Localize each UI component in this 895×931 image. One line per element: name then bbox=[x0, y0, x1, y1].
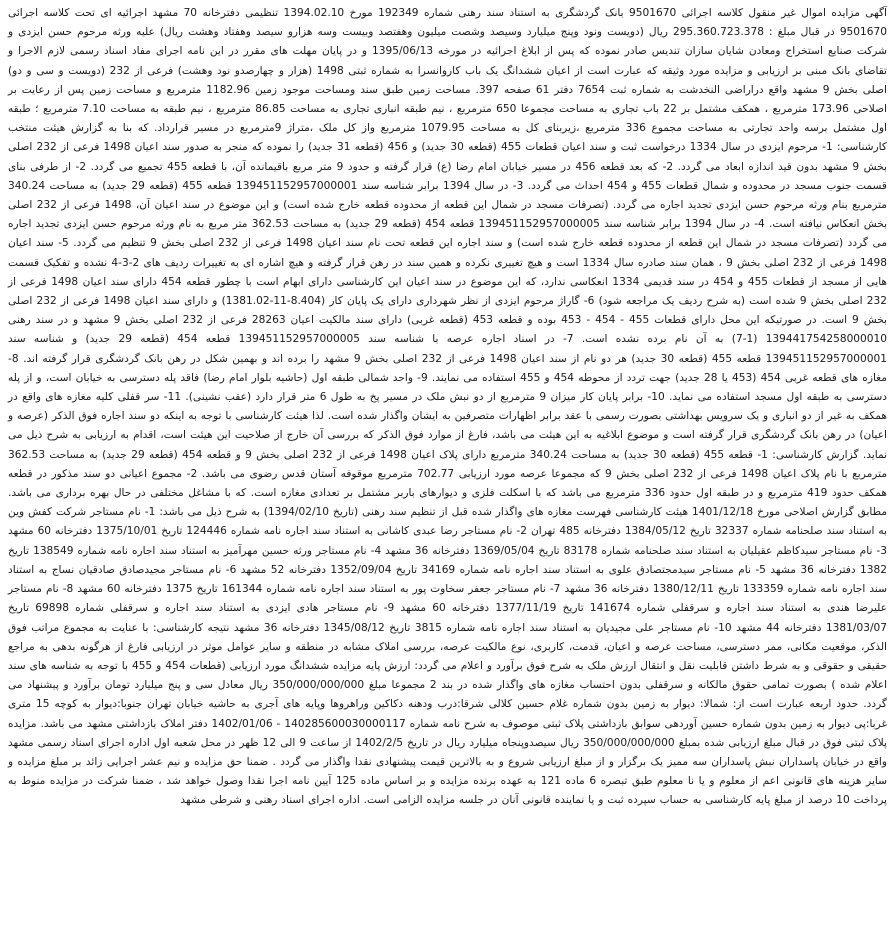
auction-notice-body: آگهی مزایده اموال غیر منقول کلاسه اجرائی 9501670 بانک گردشگری به استناد سند رهنی شماره 192349 مورخ 1394.02.10 تنظیمی دفترخانه 70 مشهد اجرائیه ای تحت کلاسه اجرائی 9501670 در قبال مبلغ : 295.360.723.378 ریال (دویست ونود وپنج میلیارد وسیصد وشصت میلیون وهفتصد وبیست وسه هزارو سیصد وهفتاد وهشت ریال) علیه ورثه مرحوم حسن ایزدی و شرکت صنایع استخراج ومعادن شایان سازان تندیس صادر نموده که پس از ابلاغ اجرائیه در مورخه 1395/06/13 و در پایان مهلت های مقرر در این نامه اجرای مفاد اسناد رسمی لازم الاجرا و تقاضای بانک مبنی بر ارزیابی و مزایده مورد وثیقه که عبارت است از اعیان ششدانگ یک باب کاروانسرا به شماره ثبتی 1498 (هزار و چهارصدو نود وهشت) فرعی از 232 (دویست و سی و دو) اصلی بخش 9 مشهد واقع دراراضی النخدشت به شماره ثبت 7654 دفتر 61 صفحه 397. مساحت زمین طبق سند ومساحت موجود زمین 1182.96 مترمربع و مساحت زمین پس از رعایت بر اصلاحی 173.96 مترمربع ، همکف مشتمل بر 22 باب تجاری به مساحت مجموعا 650 مترمربع ، نیم طبقه انباری تجاری به مساحت 86.85 مترمربع ، نیم طبقه به مساحت 7.10 مترمربع ؛ طبقه اول مشتمل برسه واحد تجارتی به مساحت مجموع 336 مترمربع ،زیربنای کل به مساحت 1079.95 مترمربع واز کل ملک ،متراژ 9مترمربع در مسیر قرارداد. که بنا به گزارش هیئت منتخب کارشناسی: 1- مرحوم ایزدی در سال 1334 درخواست ثبت و سند اعیان قطعات 455 (قطعه 30 جدید) و 456 (قطعه 31 جدید) را نموده که منجر به صدور سند اعیان 1498 فرعی از 232 اصلی بخش 9 مشهد بدون قید اندازه ابعاد می گردد. 2- که بعد قطعه 456 در مسیر خیابان امام رضا (ع) قرار گرفته و حدود 9 متر مربع باقیمانده آن، با قطعه 455 تجمیع می گردد. 2- از طرفی بنای قسمت جنوب مسجد در محدوده و شمال قطعات 455 و 454 احداث می گردد. 3- در سال 1394 برابر شناسه سند 139451152957000001 قطعه 455 (قطعه 29 جدید) به مساحت 340.24 مترمربع بنام ورثه مرحوم حسن ایزدی تجدید اجاره می گردد. (تصرفات مسجد در شمال این قطعه از محدوده قطعه خارج شده است) و این موضوع در سند اعیان آن، 1498 فرعی از 232 اصلی بخش انعکاس نیافته است. 4- در سال 1394 برابر شناسه سند 139451152957000005 قطعه 454 (قطعه 29 جدید) به مساحت 362.53 متر مربع به نام ورثه مرحوم حسن ایزدی تجدید اجاره می گردد (تصرفات مسجد در شمال این قطعه از محدوده قطعه خارج شده است) و سند اجاره این قطعه تحت نام سند اعیان 1498 فرعی از 232 اصلی بخش 9 تنظیم می گردد. 5- سند اعیان 1498 فرعی از 232 اصلی بخش 9 ، همان سند صادره سال 1334 است و هیچ تغییری نکرده و همین سند در رهن قرار گرفته و هیچ اشاره ای به تغییرات ردیف های 2-3-4 نشده و تفکیک قسمت هایی از مسجد از قطعات 455 و 454 در سند قدیمی 1334 انعکاسی ندارد، که این موضوع در سند اعیان این کارشناسی دارای ابهام است با چطور قطعه 454 دارای سند اعیان 1498 فرعی از 232 اصلی بخش 9 شده است (به شرح ردیف یک مراجعه شود) 6- گاراژ مرحوم ایزدی از نظر شهرداری دارای یک پایان کار (8.404-11-1381.02) و دارای سند اعیان 1498 فرعی از 232 اصلی بخش 9 است. در صورتیکه این محل دارای قطعات 455 - 454 - 453 بوده و قطعه 453 (قطعه غربی) دارای سند مالکیت اعیان 28263 فرعی از 232 اصلی بخش 9 مشهد و در سند رهنی 139441754258000010 (1-7) به آن نام برده نشده است. 7- در اسناد اجاره عرصه با شناسه سند 139451152957000005 قطعه 454 (قطعه 29 جدید) و شناسه سند 139451152957000001 قطعه 455 (قطعه 30 جدید) هر دو نام از سند اعیان 1498 فرعی از 232 اصلی بخش 9 مشهد را برده اند و بهمین شکل در رهن بانک گردشگری قرار گرفته اند. 8- مغازه های قطعه غربی 454 (453 یا 28 جدید) جهت تردد از محوطه 454 و 455 استفاده می نمایند. 9- واحد شمالی طبقه اول (حاشیه بلوار امام رضا) فاقد پله دسترسی به خیابان است، و از پله دسترسی به طبقه اول مسجد استفاده می نماید. 10- برابر پایان کار میزان 9 مترمربع از دو نبش ملک در مسیر پخ به طول 6 متر قرار دارد (عقب نشینی). 11- سر قفلی کلیه مغازه های واقع در همکف به غیر از دو انباری و یک سرویس بهداشتی بصورت رسمی با عقد برابر اظهارات متصرفین به ایشان واگذار شده است. لذا هیئت کارشناسی با توجه به اینکه دو سند اجاره فوق الذکر (عرصه و اعیان) در رهن بانک گردشگری قرار گرفته است و موضوع ابلاغیه به این هیئت می باشد، فارغ از موارد فوق الذکر که بررسی آن خارج از صلاحیت این هیئت است، اقدام به ارزیابی به شرح ذیل می نماید. گزارش کارشناسی: 1- قطعه 455 (قطعه 30 جدید) به مساحت 340.24 مترمربع دارای پلاک اعیان 1498 فرعی از 232 اصلی بخش 9 و قطعه 454 (قطعه 29 جدید) به مساحت 362.53 مترمربع با نام پلاک اعیان 1498 فرعی از 232 اصلی بخش 9 که مجموعا عرصه مورد ارزیابی 702.77 مترمربع موقوفه آستان قدس رضوی می باشد. 2- مجموع اعیانی دو سند مذکور در قطعه همکف حدود 419 مترمربع و در طبقه اول حدود 336 مترمربع می باشد که با اسکلت فلزی و دیوارهای باربر مشتمل بر تعدادی مغازه است. که با مشاغل مختلفی در حال بهره برداری می باشد. مطابق گزارش اصلاحی مورخ 1401/12/18 هیئت کارشناسی فهرست مغازه های واگذار شده قبل از تنظیم سند رهنی (تاریخ 1394/02/10) به شرح ذیل می باشد: 1- نام مستاجر شرکت کفش وین به استناد سند صلحنامه شماره 32337 تاریخ 1384/05/12 دفترخانه 485 تهران 2- نام مستاجر رضا عبدی کاشانی به استناد سند اجاره نامه شماره 124446 تاریخ 1375/10/01 دفترخانه 60 مشهد 3- نام مستاجر سیدکاظم عقیلیان به استناد سند صلحنامه شماره 83178 تاریخ 1369/05/04 دفترخانه 36 مشهد 4- نام مستاجر ورثه حسین مهرآمیز به استناد سند اجاره نامه شماره 138549 تاریخ 1382 دفترخانه 36 مشهد 5- نام مستاجر سیدمجتصادق علوی به استناد سند اجاره نامه شماره 34169 تاریخ 1352/09/04 دفترخانه 52 مشهد 6- نام مستاجر مجیدصادق صادقیان نساج به استناد سند اجاره نامه شماره 133359 تاریخ 1380/12/11 دفترخانه 36 مشهد 7- نام مستاجر جعفر سخاوت پور به استناد سند اجاره نامه شماره 161344 تاریخ 1375 دفترخانه 60 مشهد 8- نام مستاجر علیرضا هندی به استناد سند اجاره و سرقفلی شماره 141674 تاریخ 1377/11/19 دفترخانه 60 مشهد 9- نام مستاجر هادی ایزدی به استناد سند اجاره و سرقفلی شماره 69898 تاریخ 1381/03/07 دفترخانه 44 مشهد 10- نام مستاجر علی مجیدیان به استناد سند اجاره نامه شماره 3815 تاریخ 1345/08/12 دفترخانه 36 مشهد نتیجه کارشناسی: با عنایت به مجموع مراتب فوق الذکر، موقعیت مکانی، ممر دسترسی، مساحت عرصه و اعیان، قدمت، کاربری، نوع مالکیت عرصه، بررسی املاک مشابه در منطقه و سایر عوامل موثر در ارزیابی فارغ از هرگونه بدهی به مراجع حقیقی و حقوقی و به شرط داشتن قابلیت نقل و انتقال ارزش ملک به شرح فوق برآورد و اعلام می گردد: ارزش پایه مزایده ششدانگ مورد ارزیابی (قطعات 454 و 455 با توجه به شناسه های سند اعلام شده ) بصورت تمامی حقوق مالکانه و سرقفلی بدون احتساب مغازه های واگذار شده در بند 2 مجموعا مبلغ 350/000/000/000 ریال معادل سی و پنج میلیارد تومان برآورد و پیشنهاد می گردد. حدود اربعه عبارت است از: شمالا: دیوار به زمین بدون شماره غلام حسین کلالی شرقا:درب ودهنه دکاکین وراهروها وپایه های آجری به حاشیه خیابان تهران جنوبا:دیوار به کوچه 15 متری غربا:پی دیوار به زمین بدون شماره حسین آوردهی سوابق بازداشتی پلاک ثبتی موصوف به شرح نامه شماره 140285600030000117 - 1402/01/06 دفتر املاک بازداشتی مشهد می باشد. مزایده پلاک ثبتی فوق در قبال مبلغ ارزیابی شده بمبلغ 350/000/000/000 ریال سیصدوپنجاه میلیارد ریال در تاریخ 1402/2/5 از ساعت 9 الی 12 ظهر در محل شعبه اول اداره اجرای اسناد رسمی مشهد واقع در خیابان پاسداران نبش پاسداران سه ممیز یک برگزار و از مبلغ ارزیابی شروع و به بالاترین قیمت پیشنهادی نقدا واگذار می گردد . ضمنا حق مزایده و نیم عشر اجرایی زائد بر مبلغ مزایده و سایر هزینه های قانونی اعم از معلوم و یا نا معلوم طبق تبصره 6 ماده 121 به عهده برنده مزایده و بر اساس ماده 125 آیین نامه اجرا نقدا وصول خواهد شد ، ضمنا شرکت در مزایده منوط به پرداخت 10 درصد از مبلغ پایه کارشناسی به حساب سپرده ثبت و یا نماینده قانونی آنان در جلسه مزایده الزامی است. اداره اجرای اسناد رهنی و شرطی مشهد bbox=[8, 7, 888, 807]
